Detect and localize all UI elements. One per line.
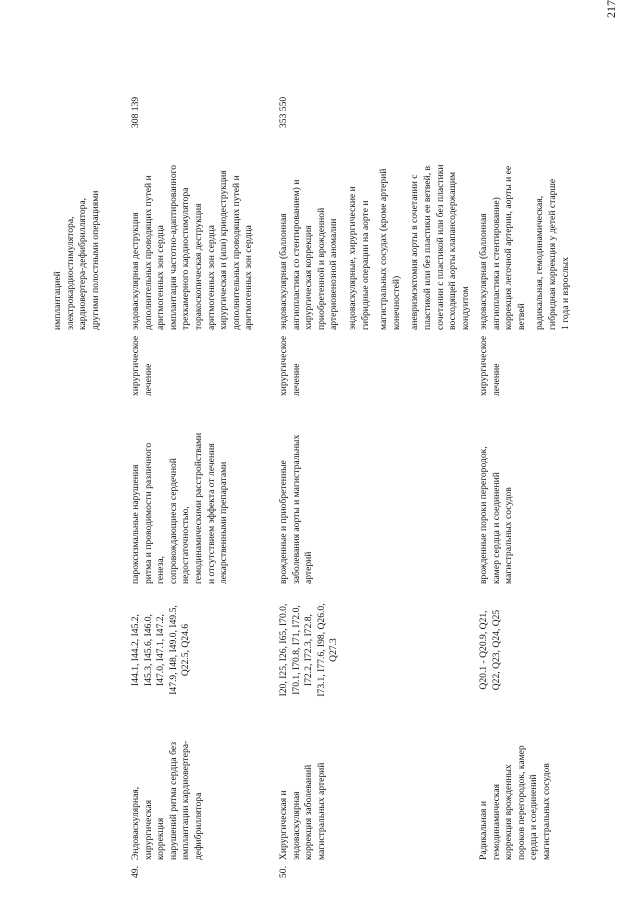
codes-line: I45.3, I45.6, I46.0, — [142, 614, 154, 686]
type-line: хирургическое — [478, 335, 489, 396]
method-line: имплантация частотно-адаптированного — [167, 164, 179, 330]
method-line: магистральных сосудах (кроме артерий — [378, 168, 390, 330]
name-line: гемодинамическая — [490, 783, 502, 860]
codes-line: I20, I25, I26, I65, I70.0, — [278, 603, 289, 697]
method-line: аневризмэктомия аорты в сочетании с — [409, 174, 421, 330]
rotated-table — [52, 48, 572, 878]
method-line: эндоваскулярная (баллонная — [278, 213, 289, 330]
method-line: торакоскопическая деструкция — [192, 203, 204, 330]
method-line: артериовенозной аномалии — [328, 218, 340, 330]
model-line: магистральных сосудов — [503, 487, 515, 584]
model-line: артерий — [303, 551, 315, 584]
codes-line: Q27.3 — [328, 638, 340, 662]
method-line: гибридная коррекция у детей старше — [546, 178, 558, 330]
model-line: сопровождающиеся сердечной — [167, 458, 179, 584]
care-type-name — [130, 710, 206, 860]
model-line: врожденные пороки перегородок, — [478, 446, 489, 584]
name-line: коррекция заболеваний — [303, 764, 315, 860]
codes-line: Q22.5, Q24.6 — [180, 623, 192, 677]
model-line: камер сердца и соединений — [490, 472, 502, 584]
method-line: сочетании с пластикой или без пластики — [434, 164, 446, 330]
method-line: кардиовертера-дефибриллятора, — [77, 197, 89, 330]
icd-codes — [130, 588, 193, 706]
table-row — [278, 48, 478, 878]
codes-line: I47.0, I47.1, I47.2, — [155, 614, 167, 686]
method-line: эндоваскулярная деструкция — [130, 212, 141, 330]
type-line: хирургическое — [278, 335, 289, 396]
method-line: ветвей — [515, 303, 527, 330]
type-line: лечение — [142, 363, 154, 396]
name-line: сердца и соединений — [528, 774, 540, 860]
model-line: лекарственными препаратами — [218, 461, 230, 584]
name-line: коррекция — [155, 817, 167, 860]
codes-line: I73.1, I77.6, I98, Q26.0, — [315, 603, 327, 697]
method-line: хирургическая коррекция — [303, 225, 315, 330]
model-line: врожденные и приобретенные — [278, 460, 289, 584]
method-line: эндоваскулярные, хирургические и — [346, 186, 358, 330]
method-line: коррекция легочной артерии, аорты и ее — [503, 165, 515, 330]
method-line: пластикой или без пластики ее ветвей, в — [421, 165, 433, 330]
type-line: хирургическое — [130, 335, 141, 396]
method-line: радикальная, гемодинамическая, — [534, 195, 546, 330]
method-line: приобретенной и врожденной — [315, 207, 327, 330]
codes-line: Q22, Q23, Q24, Q25 — [490, 609, 502, 691]
care-type-name — [478, 710, 554, 860]
treatment-methods — [478, 130, 572, 330]
method-line: аритмогенных зон сердца — [205, 225, 217, 330]
treatment-methods — [52, 130, 102, 330]
name-line: магистральных сосудов — [540, 763, 552, 860]
type-line: лечение — [290, 363, 302, 396]
codes-line: I72.2, I72.3, I72.8, — [303, 614, 315, 686]
method-line: электрокардиостимулятора, — [64, 216, 76, 330]
method-line: другими полостными операциями — [89, 190, 101, 330]
method-line: хирургическая и (или) криодеструкция — [218, 170, 230, 330]
table-row — [478, 48, 572, 878]
model-line: генеза, — [155, 555, 167, 584]
row-number: 49. — [130, 866, 141, 878]
name-line: коррекция врожденных — [503, 764, 515, 860]
method-line: эндоваскулярная (баллонная — [478, 213, 489, 330]
method-line: ангиопластика со стентированием) и — [290, 179, 302, 330]
method-line: гибридные операции на аорте и — [359, 200, 371, 330]
type-line: лечение — [490, 363, 502, 396]
method-line: 1 года и взрослых — [559, 257, 571, 330]
patient-model — [278, 400, 316, 584]
codes-line: I44.1, I44.2, I45.2, — [130, 614, 141, 686]
patient-model — [478, 400, 516, 584]
row-number: 50. — [278, 866, 289, 878]
name-line: эндоваскулярная — [290, 791, 302, 860]
method-line: конечностей) — [390, 275, 402, 330]
method-line: аритмогенных зон сердца — [155, 225, 167, 330]
cost: 353 550 — [278, 96, 289, 128]
model-line: гемодинамическими расстройствами — [192, 432, 204, 584]
model-line: недостаточностью, — [180, 506, 192, 584]
treatment-methods — [130, 130, 256, 330]
name-line: пороков перегородок, камер — [515, 745, 527, 860]
method-line: дополнительных проводящих путей и — [230, 175, 242, 330]
codes-line: I70.1, I70.8, I71, I72.0, — [290, 605, 302, 695]
method-line: имплантацией — [52, 271, 63, 330]
method-line: ангиопластика и стентирование) — [490, 197, 502, 330]
treatment-type — [130, 334, 155, 396]
method-line: дополнительных проводящих путей и — [142, 175, 154, 330]
patient-model — [130, 400, 231, 584]
table-row — [130, 48, 278, 878]
icd-codes — [478, 588, 503, 706]
cost: 308 139 — [130, 96, 141, 128]
method-line: восходящей аорты клапансодержащим — [447, 171, 459, 330]
name-line: дефибриллятора — [192, 792, 204, 860]
table-row — [52, 48, 130, 878]
codes-line: I47.9, I48, I49.0, I49.5, — [167, 605, 179, 695]
treatment-type — [278, 334, 303, 396]
page-number: 217 — [604, 0, 618, 18]
name-line: нарушений ритма сердца без — [167, 742, 179, 860]
model-line: и отсутствием эффекта от лечения — [205, 443, 217, 584]
method-line: кондуитом — [459, 286, 471, 330]
codes-line: Q20.1 - Q20.9, Q21, — [478, 610, 489, 690]
name-line: хирургическая — [142, 799, 154, 860]
treatment-type — [478, 334, 503, 396]
model-line: пароксизмальные нарушения — [130, 464, 141, 584]
model-line: заболевания аорты и магистральных — [290, 434, 302, 584]
icd-codes — [278, 588, 341, 706]
name-line: магистральных артерий — [315, 762, 327, 860]
name-line: Радикальная и — [478, 801, 489, 860]
name-line: имплантации кардиовертера- — [180, 740, 192, 860]
name-line: Хирургическая и — [278, 790, 289, 860]
name-line: Эндоваскулярная, — [130, 786, 141, 860]
method-line: трехкамерного кардиостимулятора — [180, 187, 192, 330]
method-line: аритмогенных зон сердца — [243, 225, 255, 330]
model-line: ритма и проводимости различного — [142, 442, 154, 584]
treatment-methods — [278, 130, 472, 330]
care-type-name — [278, 710, 328, 860]
